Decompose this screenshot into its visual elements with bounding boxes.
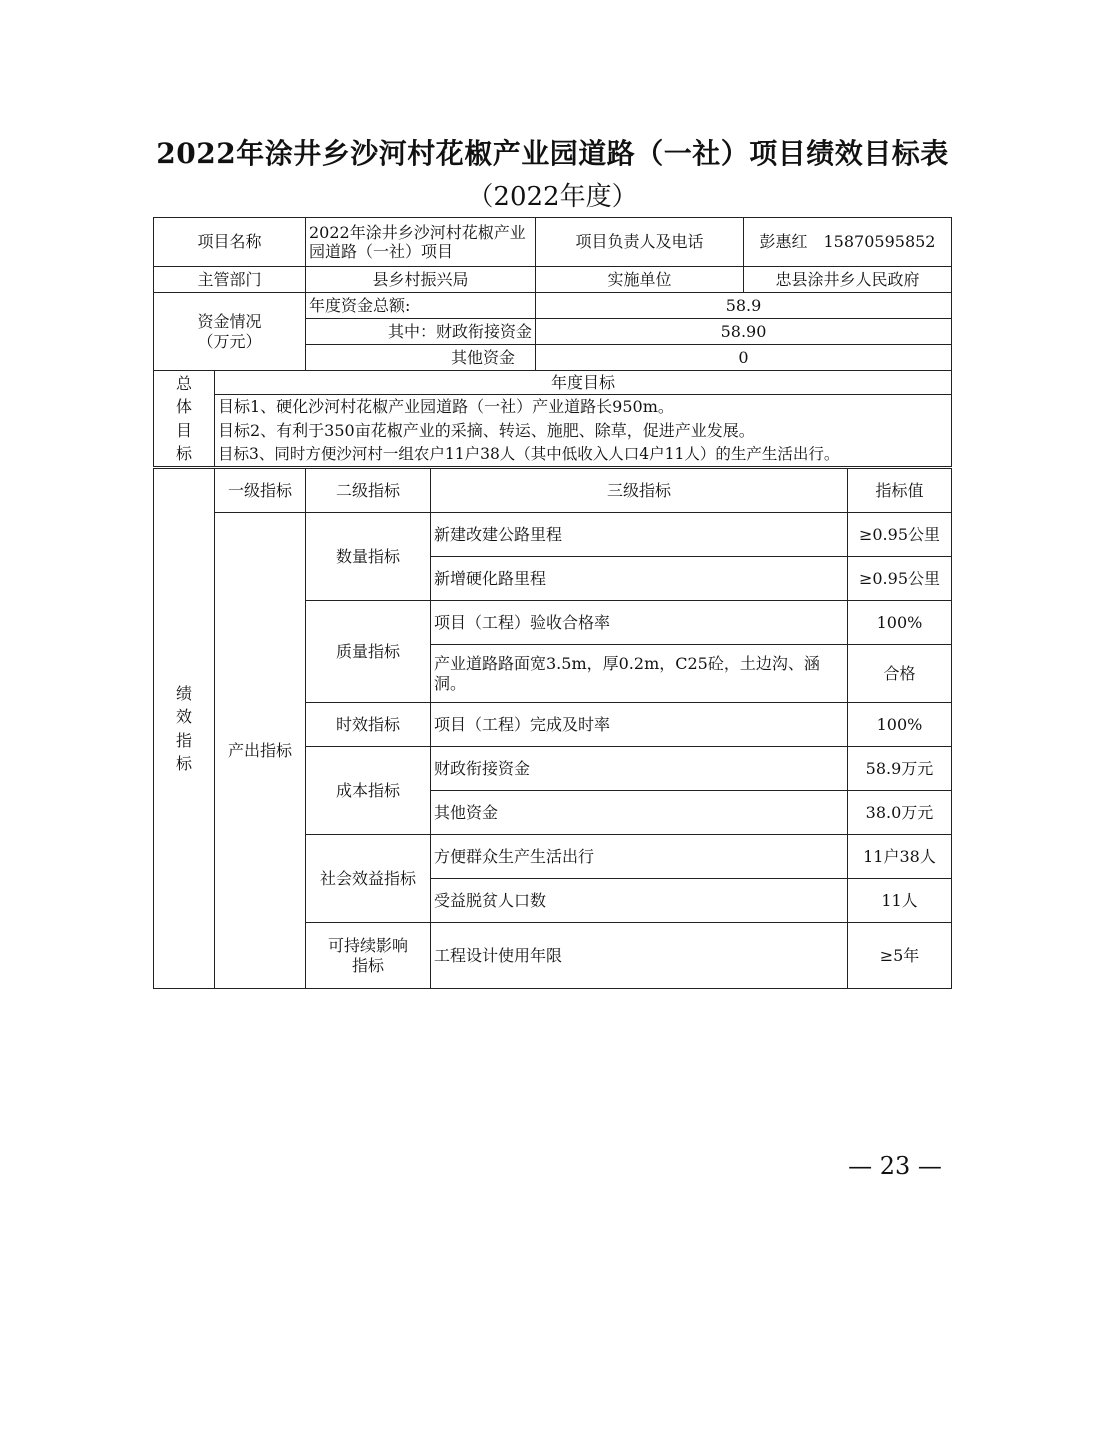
- fund-total-label: 年度资金总额:: [306, 293, 536, 319]
- indicator-value: 11人: [848, 879, 952, 923]
- manager-value: 彭惠红 15870595852: [744, 218, 952, 267]
- perf-label: [154, 469, 215, 989]
- page-title: 2022年涂井乡沙河村花椒产业园道路（一社）项目绩效目标表: [156, 137, 949, 170]
- level1-output: 产出指标: [215, 513, 306, 989]
- impl-label: 实施单位: [536, 267, 744, 293]
- group-quantity: 数量指标: [306, 513, 431, 601]
- group-sustain-line2: 指标: [351, 955, 384, 975]
- page-subtitle: （2022年度）: [467, 182, 638, 212]
- fund-fiscal-value: 58.90: [536, 319, 952, 345]
- fund-label: [154, 293, 306, 371]
- indicator-value: ≥5年: [848, 923, 952, 989]
- indicator-value: 100%: [848, 601, 952, 645]
- dept-value: 县乡村振兴局: [306, 267, 536, 293]
- perf-label-char: 效: [175, 707, 192, 727]
- indicator-value: ≥0.95公里: [848, 513, 952, 557]
- indicator-value: 38.0万元: [848, 791, 952, 835]
- manager-label: 项目负责人及电话: [536, 218, 744, 267]
- indicator-value: ≥0.95公里: [848, 557, 952, 601]
- overall-label-char: 目: [175, 420, 192, 440]
- group-social: 社会效益指标: [306, 835, 431, 923]
- group-quality: 质量指标: [306, 601, 431, 703]
- annual-goal-header: 年度目标: [215, 371, 952, 395]
- perf-label-char: 指: [175, 730, 192, 750]
- fund-other-value: 0: [536, 345, 952, 371]
- indicator-value: 100%: [848, 703, 952, 747]
- indicator-value: 合格: [848, 645, 952, 703]
- header-level3: 三级指标: [431, 469, 848, 513]
- indicator-name: 新增硬化路里程: [431, 557, 848, 601]
- page-number: — 23 —: [848, 1152, 942, 1180]
- overall-goals-table: [153, 370, 952, 467]
- project-name-label: 项目名称: [154, 218, 306, 267]
- perf-label-char: 绩: [175, 684, 192, 704]
- overall-label-char: 体: [175, 397, 192, 417]
- indicator-name: 其他资金: [431, 791, 848, 835]
- overall-label: [154, 371, 215, 467]
- impl-value: 忠县涂井乡人民政府: [744, 267, 952, 293]
- performance-table: [153, 468, 952, 989]
- fund-fiscal-label: 其中：财政衔接资金: [306, 319, 536, 345]
- indicator-name: 产业道路路面宽3.5m，厚0.2m，C25砼，土边沟、涵洞。: [431, 645, 848, 703]
- group-time: 时效指标: [306, 703, 431, 747]
- fund-label-line1: 资金情况: [197, 312, 262, 332]
- indicator-value: 11户38人: [848, 835, 952, 879]
- indicator-name: 新建改建公路里程: [431, 513, 848, 557]
- group-cost: 成本指标: [306, 747, 431, 835]
- indicator-name: 项目（工程）完成及时率: [431, 703, 848, 747]
- overall-label-char: 总: [175, 374, 192, 394]
- dept-label: 主管部门: [154, 267, 306, 293]
- header-level1: 一级指标: [215, 469, 306, 513]
- project-name-value: 2022年涂井乡沙河村花椒产业园道路（一社）项目: [306, 218, 536, 267]
- header-level2: 二级指标: [306, 469, 431, 513]
- indicator-name: 项目（工程）验收合格率: [431, 601, 848, 645]
- overall-label-char: 标: [175, 443, 192, 463]
- fund-other-label: 其他资金: [306, 345, 536, 371]
- header-value: 指标值: [848, 469, 952, 513]
- indicator-value: 58.9万元: [848, 747, 952, 791]
- indicator-name: 工程设计使用年限: [431, 923, 848, 989]
- indicator-name: 财政衔接资金: [431, 747, 848, 791]
- group-sustain-line1: 可持续影响: [327, 936, 408, 956]
- goal-item: 目标3、同时方便沙河村一组农户11户38人（其中低收入人口4户11人）的生产生活出行。: [215, 443, 952, 467]
- goal-item: 目标1、硬化沙河村花椒产业园道路（一社）产业道路长950m。: [215, 395, 952, 419]
- project-info-table: [153, 217, 952, 371]
- indicator-name: 受益脱贫人口数: [431, 879, 848, 923]
- group-sustain: [306, 923, 431, 989]
- perf-label-char: 标: [175, 753, 192, 773]
- fund-label-line2: （万元）: [197, 331, 262, 351]
- fund-total-value: 58.9: [536, 293, 952, 319]
- indicator-name: 方便群众生产生活出行: [431, 835, 848, 879]
- goal-item: 目标2、有利于350亩花椒产业的采摘、转运、施肥、除草，促进产业发展。: [215, 419, 952, 443]
